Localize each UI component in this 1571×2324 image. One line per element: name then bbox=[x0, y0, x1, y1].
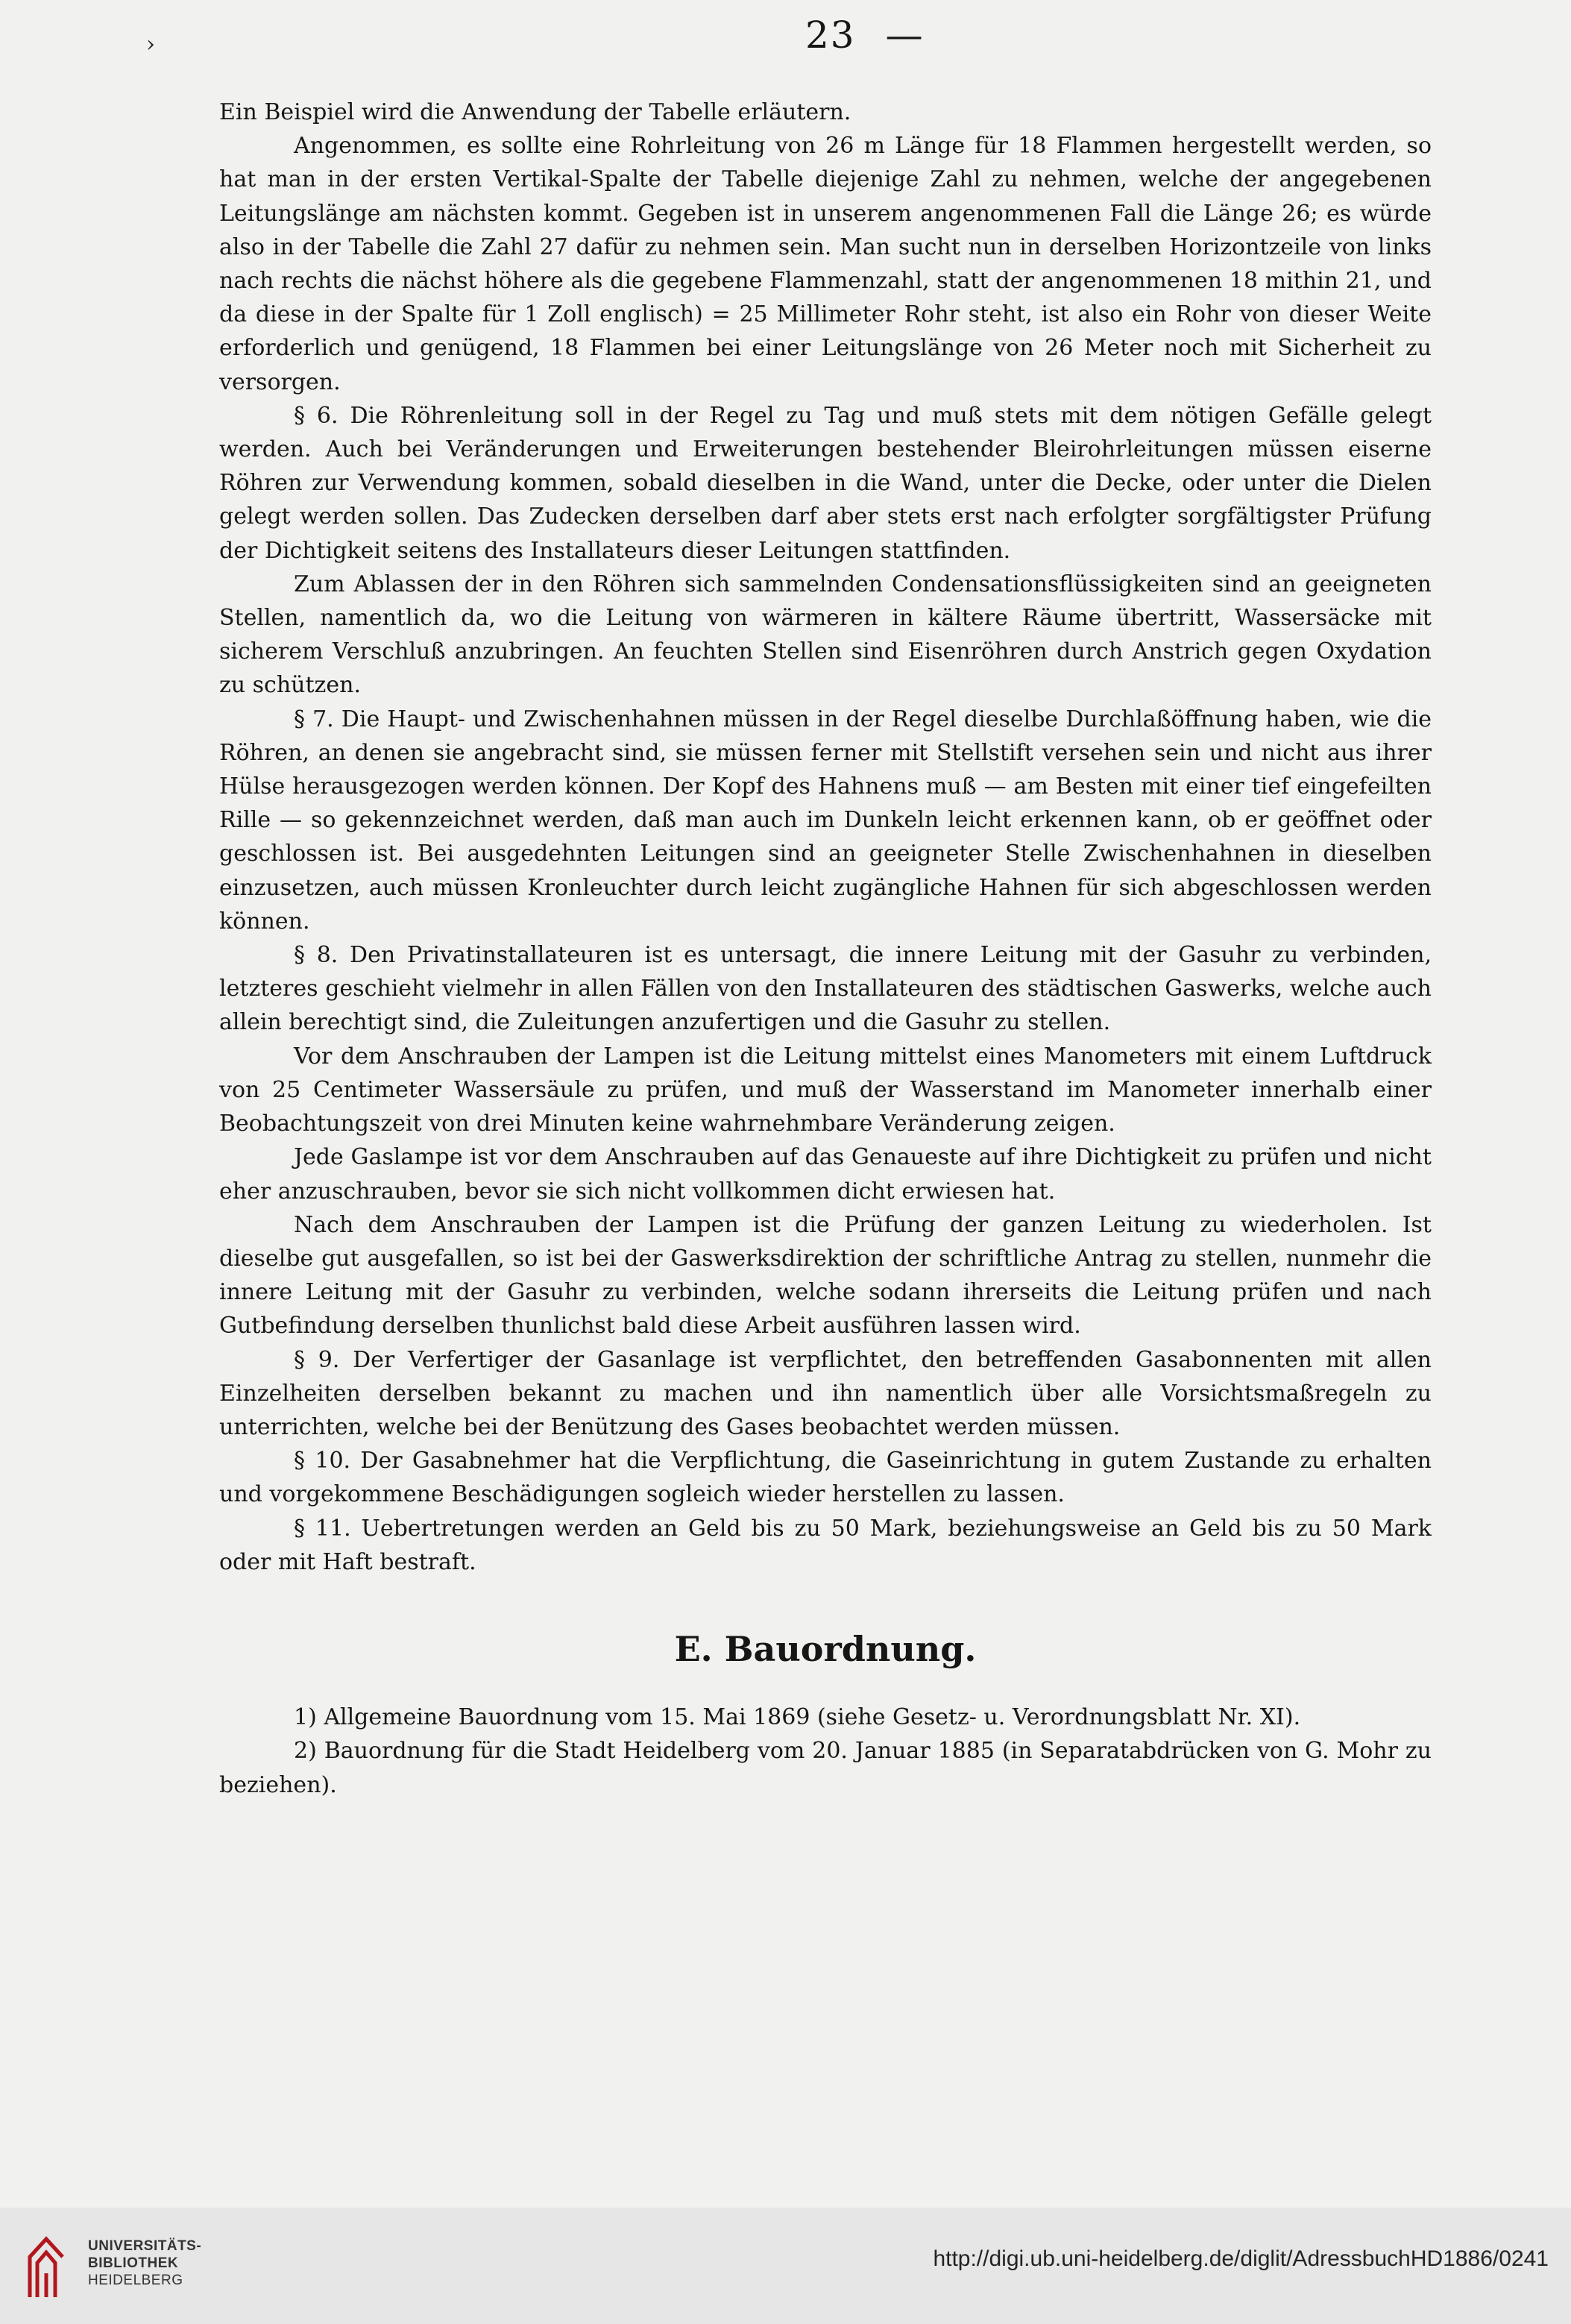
margin-marker: › bbox=[146, 31, 155, 57]
header-dash: — bbox=[885, 13, 925, 57]
paragraph-section-8: § 8. Den Privatinstallateuren ist es untersagt, die innere Leitung mit der Gasuhr zu verbinden, letzteres geschieht vielmehr in allen Fällen von den Installateuren des städtischen Gaswerks, welche auch allein berechtigt sind, die Zuleitungen anzufertigen und die Gasuhr zu stellen. bbox=[219, 942, 1432, 1036]
section-letter: E. bbox=[674, 1628, 713, 1669]
section-title-text: Bauordnung. bbox=[724, 1628, 977, 1669]
section-heading bbox=[219, 1628, 1432, 1669]
paragraph-example: Angenommen, es sollte eine Rohrleitung von 26 m Länge für 18 Flammen hergestellt werden, so hat man in der ersten Vertikal-Spalte der Tabelle diejenige Zahl zu nehmen, welche der angegebenen Leitungslänge am nächsten kommt. Gegeben ist in unserem angenommenen Fall die Länge 26; es würde also in der Tabelle die Zahl 27 dafür zu nehmen sein. Man sucht nun in derselben Horizontzeile von links nach rechts die nächst höhere als die gegebene Flammenzahl, statt der angenommenen 18 mithin 21, und da diese in der Spalte für 1 Zoll englisch) = 25 Millimeter Rohr steht, ist also ein Rohr von dieser Weite erforderlich und genügend, 18 Flammen bei einer Leitungslänge von 26 Meter noch mit Sicherheit zu versorgen. bbox=[219, 133, 1432, 395]
paragraph-pruefung: Nach dem Anschrauben der Lampen ist die Prüfung der ganzen Leitung zu wiederholen. Ist dieselbe gut ausgefallen, so ist bei der Gaswerksdirektion der schriftliche Antrag zu stellen, nunmehr die innere Leitung mit der Gasuhr zu verbinden, welche sodann ihrerseits die Leitung prüfen und nach Gutbefindung derselben thunlichst bald diese Arbeit ausführen lassen wird. bbox=[219, 1211, 1432, 1340]
permalink-url[interactable]: http://digi.ub.uni-heidelberg.de/diglit/AdressbuchHD1886/0241 bbox=[933, 2246, 1549, 2271]
paragraph-manometer: Vor dem Anschrauben der Lampen ist die Leitung mittelst eines Manometers mit einem Luftdruck von 25 Centimeter Wassersäule zu prüfen, und muß der Wasserstand im Manometer innerhalb einer Beobachtungszeit von drei Minuten keine wahrnehmbare Veränderung zeigen. bbox=[219, 1043, 1432, 1137]
viewer-footer bbox=[0, 2208, 1571, 2324]
paragraph-gaslampe: Jede Gaslampe ist vor dem Anschrauben auf das Genaueste auf ihre Dichtigkeit zu prüfen und nicht eher anzuschrauben, bevor sie sich nicht vollkommen dicht erwiesen hat. bbox=[219, 1144, 1432, 1205]
library-logo-icon bbox=[24, 2229, 69, 2303]
paragraph-bauordnung-2: 2) Bauordnung für die Stadt Heidelberg vom 20. Januar 1885 (in Separatabdrücken von G. Mohr zu beziehen). bbox=[219, 1738, 1432, 1798]
paragraph-section-6: § 6. Die Röhrenleitung soll in der Regel zu Tag und muß stets mit dem nötigen Gefälle gelegt werden. Auch bei Veränderungen und Erweiterungen bestehender Bleirohrleitungen müssen eiserne Röhren zur Verwendung kommen, sobald dieselben in die Wand, unter die Decke, oder unter die Dielen gelegt werden sollen. Das Zudecken derselben darf aber stets erst nach erfolgter sorgfältigster Prüfung der Dichtigkeit seitens des Installateurs dieser Leitungen stattfinden. bbox=[219, 402, 1432, 564]
page-number: 23 bbox=[805, 13, 856, 57]
paragraph-bauordnung-1: 1) Allgemeine Bauordnung vom 15. Mai 1869 (siehe Gesetz- u. Verordnungsblatt Nr. XI). bbox=[294, 1704, 1301, 1731]
paragraph-intro: Ein Beispiel wird die Anwendung der Tabelle erläutern. bbox=[219, 99, 851, 125]
page-body bbox=[219, 95, 1432, 1802]
institution-line-2: BIBLIOTHEK bbox=[88, 2255, 179, 2271]
paragraph-section-9: § 9. Der Verfertiger der Gasanlage ist verpflichtet, den betreffenden Gasabonnenten mit allen Einzelheiten derselben bekannt zu machen und ihn namentlich über alle Vorsichtsmaßregeln zu unterrichten, welche bei der Benützung des Gases beobachtet werden müssen. bbox=[219, 1346, 1432, 1440]
paragraph-section-7: § 7. Die Haupt- und Zwischenhahnen müssen in der Regel dieselbe Durchlaßöffnung haben, wie die Röhren, an denen sie angebracht sind, sie müssen ferner mit Stellstift versehen sein und nicht aus ihrer Hülse herausgezogen werden können. Der Kopf des Hahnens muß — am Besten mit einer tief eingefeilten Rille — so gekennzeichnet werden, daß man auch im Dunkeln leicht erkennen kann, ob er geöffnet oder geschlossen ist. Bei ausgedehnten Leitungen sind an geeigneter Stelle Zwischenhahnen in dieselben einzusetzen, auch müssen Kronleuchter durch leicht zugängliche Hahnen für sich abgeschlossen werden können. bbox=[219, 706, 1432, 935]
institution-name bbox=[88, 2237, 201, 2289]
paragraph-condensation: Zum Ablassen der in den Röhren sich sammelnden Condensationsflüssigkeiten sind an geeigneten Stellen, namentlich da, wo die Leitung von wärmeren in kältere Räume übertritt, Wassersäcke mit sicherem Verschluß anzubringen. An feuchten Stellen sind Eisenröhren durch Anstrich gegen Oxydation zu schützen. bbox=[219, 571, 1432, 699]
paragraph-section-10: § 10. Der Gasabnehmer hat die Verpflichtung, die Gaseinrichtung in gutem Zustande zu erhalten und vorgekommene Beschädigungen sogleich wieder herstellen zu lassen. bbox=[219, 1448, 1432, 1508]
paragraph-section-11: § 11. Uebertretungen werden an Geld bis zu 50 Mark, beziehungsweise an Geld bis zu 50 Mark oder mit Haft bestraft. bbox=[219, 1515, 1432, 1575]
page-header bbox=[805, 13, 925, 57]
institution-line-3: HEIDELBERG bbox=[88, 2273, 183, 2288]
institution-line-1: UNIVERSITÄTS- bbox=[88, 2238, 202, 2254]
